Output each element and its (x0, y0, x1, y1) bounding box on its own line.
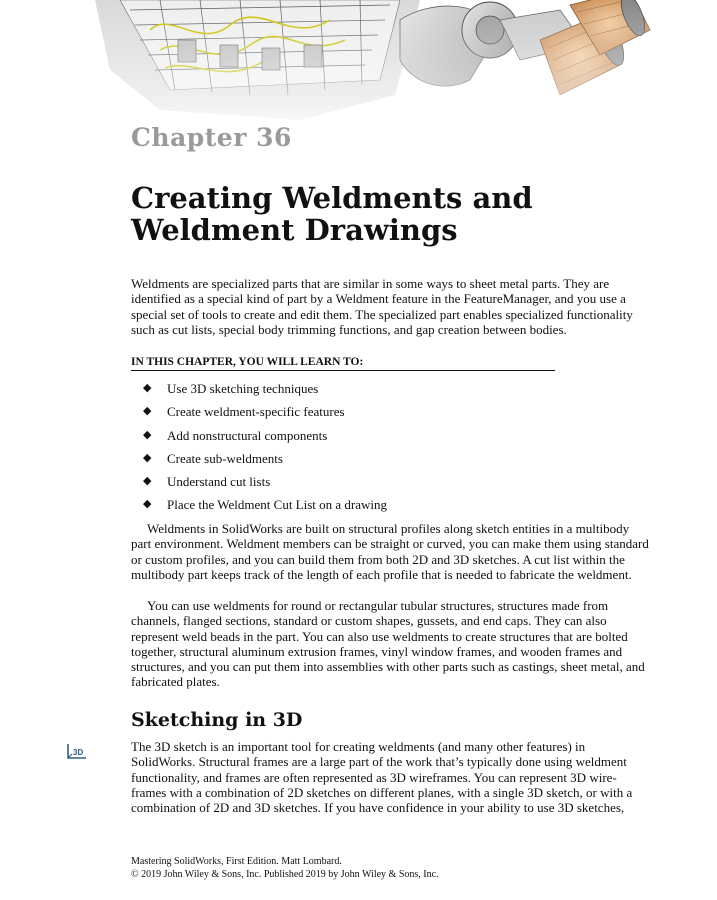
intro-paragraph: Weldments are specialized parts that are similar in some ways to sheet metal parts. They are identified as a special kind of part by a Weldment feature in the FeatureManager, and you use a special set of tools to create and edit them. The specialized part enables specialized functionality such as cut lists, special body trimming functions, and gap creation between bodies. (131, 276, 633, 337)
diamond-bullet-icon: ◆ (143, 451, 152, 464)
section-heading: Sketching in 3D (131, 709, 303, 731)
learn-heading: IN THIS CHAPTER, YOU WILL LEARN TO: (131, 356, 555, 371)
diamond-bullet-icon: ◆ (143, 498, 152, 511)
list-item: ◆ Understand cut lists (143, 474, 271, 490)
copyright-footer (131, 855, 439, 881)
learn-list (131, 381, 631, 521)
chapter-banner-illustration (0, 0, 717, 135)
diamond-bullet-icon: ◆ (143, 405, 152, 418)
diamond-bullet-icon: ◆ (143, 475, 152, 488)
list-item: ◆ Add nonstructural components (143, 427, 328, 443)
svg-text:3D: 3D (73, 748, 84, 757)
section-paragraph: The 3D sketch is an important tool for creating weldments (and many other features) in SolidWorks. Structural frames are a large part of the work that’s typically done using weldment functionality, and frames are often represented as 3D wireframes. You can represent 3D wire-frames with a combination of 2D sketches on different planes, with a single 3D sketch, or with a combination of 2D and 3D sketches. If you have confidence in your ability to use 3D sketches, (131, 739, 633, 816)
chapter-number: Chapter 36 (131, 123, 292, 152)
body-paragraph-1: Weldments in SolidWorks are built on structural profiles along sketch entities in a multibody part environment. Weldment members can be straight or curved, you can make them using standard or custom profiles, and you can build them from both 2D and 3D sketches. A cut list within the multibody part keeps track of the length of each profile that is needed to fabricate the weldment. (131, 521, 649, 582)
chapter-title-line-1: Creating Weldments and (131, 181, 533, 215)
list-item: ◆ Use 3D sketching techniques (143, 381, 319, 396)
chapter-title (131, 182, 691, 246)
chapter-title-line-2: Weldment Drawings (131, 213, 458, 247)
footer-line-1: Mastering SolidWorks, First Edition. Matt Lombard. (131, 856, 342, 867)
body-paragraph-2: You can use weldments for round or rectangular tubular structures, structures made from channels, flanged sections, standard or custom shapes, gussets, and end caps. They can also represent weld beads in the part. You can also use weldments to create structures that are bolted together, structural aluminum extrusion frames, vinyl window frames, and wooden frames and structures, and you can put them into assemblies with other parts such as castings, sheet metal, and fabricated plates. (131, 598, 645, 690)
list-item: ◆ Create weldment-specific features (143, 404, 345, 420)
footer-line-2: © 2019 John Wiley & Sons, Inc. Published 2019 by John Wiley & Sons, Inc. (131, 869, 439, 880)
diamond-bullet-icon: ◆ (143, 382, 152, 394)
list-item: ◆ Create sub-weldments (143, 450, 283, 466)
diamond-bullet-icon: ◆ (143, 428, 152, 441)
list-item: ◆ Place the Weldment Cut List on a drawing (143, 497, 388, 513)
3d-margin-icon (66, 743, 88, 760)
